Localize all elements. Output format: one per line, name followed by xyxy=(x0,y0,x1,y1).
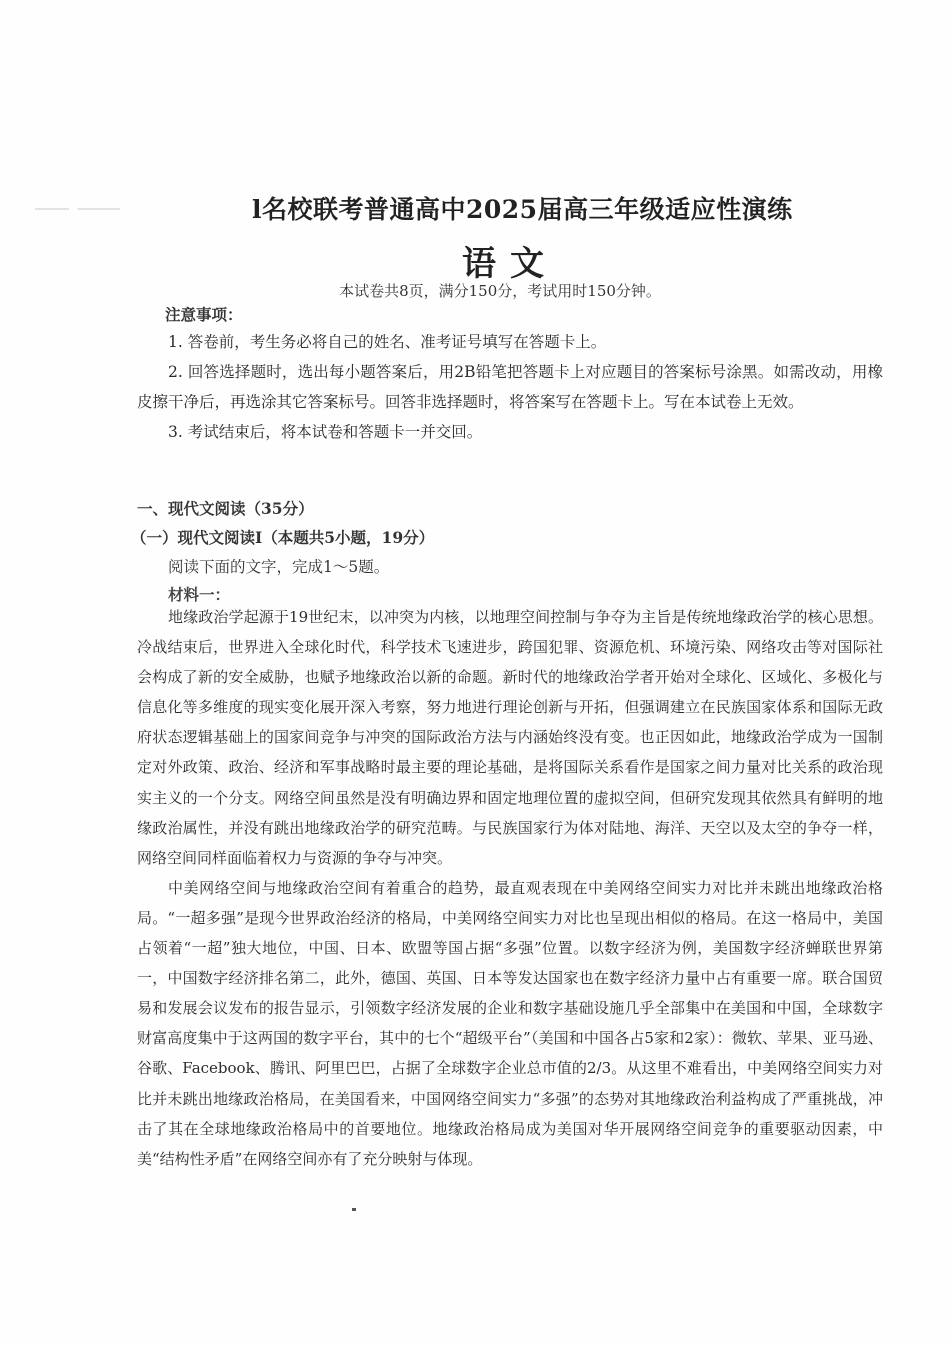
reading-instruction: 阅读下面的文字，完成1～5题。 xyxy=(168,558,390,576)
paragraph: 地缘政治学起源于19世纪末，以冲突为内核，以地理空间控制与争夺为主旨是传统地缘政治学的核心思想。冷战结束后，世界进入全球化时代，科学技术飞速进步，跨国犯罪、资源危机、环境污染、网络攻击等对国际社会构成了新的安全威胁，也赋予地缘政治以新的命题。新时代的地缘政治学者开始对全球化、区域化、多极化与信息化等多维度的现实变化展开深入考察，努力地进行理论创新与开拓，但强调建立在民族国家体系和国际无政府状态逻辑基础上的国家间竞争与冲突的国际政治方法与内涵始终没有变。也正因如此，地缘政治学成为一国制定对外政策、政治、经济和军事战略时最主要的理论基础，是将国际关系看作是国家之间力量对比关系的政治现实主义的一个分支。网络空间虽然是没有明确边界和固定地理位置的虚拟空间，但研究发现其依然具有鲜明的地缘政治属性，并没有跳出地缘政治学的研究范畴。与民族国家行为体对陆地、海洋、天空以及太空的争夺一样，网络空间同样面临着权力与资源的争夺与冲突。 xyxy=(137,608,883,867)
exam-title: l名校联考普通高中2025届高三年级适应性演练 xyxy=(252,195,793,224)
notes-title: 注意事项： xyxy=(165,305,243,324)
note-item: 1. 答卷前，考生务必将自己的姓名、准考证号填写在答题卡上。 xyxy=(168,333,607,351)
scan-artifact-line xyxy=(35,208,120,210)
page-mark xyxy=(352,1208,356,1211)
note-item: 3. 考试结束后，将本试卷和答题卡一并交回。 xyxy=(168,423,483,441)
paragraph: 中美网络空间与地缘政治空间有着重合的趋势，最直观表现在中美网络空间实力对比并未跳出地缘政治格局。“一超多强”是现今世界政治经济的格局，中美网络空间实力对比也呈现出相似的格局。在这一格局中，美国占领着“一超”独大地位，中国、日本、欧盟等国占据“多强”位置。以数字经济为例，美国数字经济蝉联世界第一，中国数字经济排名第二，此外，德国、英国、日本等发达国家也在数字经济力量中占有重要一席。联合国贸易和发展会议发布的报告显示，引领数字经济发展的企业和数字基础设施几乎全部集中在美国和中国，全球数字财富高度集中于这两国的数字平台，其中的七个“超级平台”（美国和中国各占5家和2家）：微软、苹果、亚马逊、谷歌、Facebook、腾讯、阿里巴巴，占据了全球数字企业总市值的2/3。从这里不难看出，中美网络空间实力对比并未跳出地缘政治格局，在美国看来，中国网络空间实力“多强”的态势对其地缘政治利益构成了严重挑战，冲击了其在全球地缘政治格局中的首要地位。地缘政治格局成为美国对华开展网络空间竞争的重要驱动因素，中美“结构性矛盾”在网络空间亦有了充分映射与体现。 xyxy=(137,878,883,1168)
exam-info: 本试卷共8页，满分150分，考试用时150分钟。 xyxy=(339,282,661,300)
notes-list xyxy=(137,327,883,447)
subject-title: 语文 xyxy=(462,244,558,284)
subsection-title: （一）现代文阅读Ⅰ（本题共5小题，19分） xyxy=(131,528,435,547)
material-label: 材料一： xyxy=(168,585,231,604)
material-body xyxy=(137,602,883,1174)
section-title: 一、现代文阅读（35分） xyxy=(137,499,314,518)
note-item: 2. 回答选择题时，选出每小题答案后，用2B铅笔把答题卡上对应题目的答案标号涂黑。如需改动，用橡皮擦干净后，再选涂其它答案标号。回答非选择题时，将答案写在答题卡上。写在本试卷上无效。 xyxy=(137,363,883,411)
